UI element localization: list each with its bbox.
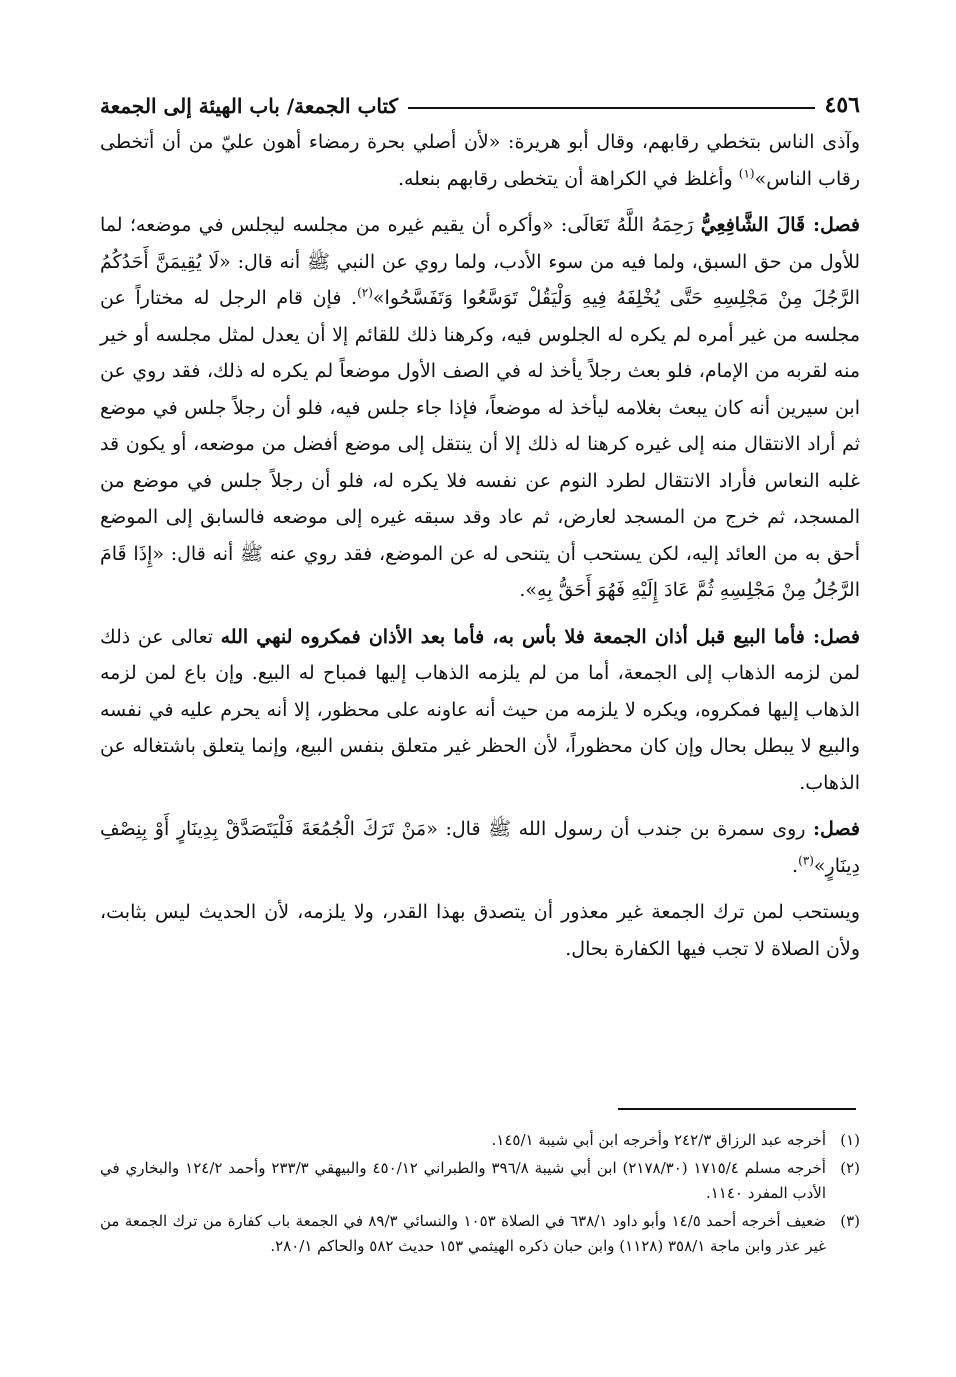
footnote-text: أخرجه عبد الرزاق ٢٤٢/٣ وأخرجه ابن أبي شيبة ١٤٥/١. bbox=[491, 1131, 826, 1149]
paragraph-1: وآذى الناس بتخطي رقابهم، وقال أبو هريرة: «لأن أصلي بحرة رمضاء أهون عليّ من أن أتخطى رقاب الناس»$^{(١)}$ وأغلظ في الكراهة أن يتخطى رقابهم بنعله. bbox=[100, 131, 860, 190]
paragraph-4: فصل: روى سمرة بن جندب أن رسول الله ﷺ قال: «مَنْ تَرَكَ الْجُمُعَةَ فَلْيَتَصَدَّقْ بِدِينَارٍ أَوْ بِنِصْفِ دِينَارٍ»$^{(٣)}$. bbox=[100, 818, 860, 877]
section-label: فصل: bbox=[813, 214, 860, 236]
footnote-ref-1[interactable]: (١) bbox=[738, 166, 755, 181]
footnotes bbox=[100, 1128, 860, 1262]
footnote-number: (٢) bbox=[840, 1158, 860, 1177]
footnote-separator bbox=[618, 1108, 856, 1110]
footnote-number: (١) bbox=[840, 1131, 860, 1149]
body-text bbox=[100, 124, 860, 967]
footnote-ref-3[interactable]: (٣) bbox=[798, 853, 814, 868]
footnote-text: ضعيف أخرجه أحمد ١٤/٥ وأبو داود ٦٣٨/١ في الصلاة ١٠٥٣ والنسائي ٨٩/٣ في الجمعة باب كفارة من ترك الجمعة من غير عذر وابن ماجة ٣٥٨/١ (١١٢٨) وابن حبان ذكره الهيثمي ١٥٣ حديث ٥٨٢ والحاكم ٢٨٠/١. bbox=[100, 1211, 826, 1255]
paragraph-2: فصل: قَالَ الشَّافِعِيُّ رَحِمَهُ اللَّهُ تَعَالَى: «وأكره أن يقيم غيره من مجلسه ليجلس في موضعه؛ لما للأول من حق السبق، ولما فيه من سوء الأدب، ولما روي عن النبي ﷺ أنه قال: «لَا يُقِيمَنَّ أَحَدُكُمُ الرَّجُلَ مِنْ مَجْلِسِهِ حَتَّى يُخْلِفَهُ فِيهِ وَلْيَقُلْ تَوَسَّعُوا وَتَفَسَّحُوا»$^{(٢)}$. فإن قام الرجل له مختاراً عن مجلسه من غير أمره لم يكره له الجلوس فيه، وكرهنا ذلك للقائم إلا أن يعدل لمثل مجلسه أو خير منه لقربه من الإمام، فلو بعث رجلاً يأخذ له في الصف الأول موضعاً لم يكره له ذلك، فقد روي عن ابن سيرين أنه كان يبعث بغلامه ليأخذ له موضعاً، فإذا جاء جلس فيه، فلو أن رجلاً جلس في موضع ثم أراد الانتقال منه إلى غيره كرهنا له ذلك إلا أن ينتقل إلى موضع أفضل من موضعه، أو يكون قد غلبه النعاس فأراد الانتقال لطرد النوم عن نفسه فلا يكره له، فلو أن رجلاً جلس في موضع من المسجد، ثم خرج من المسجد لعارض، ثم عاد وقد سبقه غيره إلى موضعه فالسابق إلى الموضع أحق به من العائد إليه، لكن يستحب أن يتنحى له عن الموضع، فقد روي عنه ﷺ أنه قال: «إِذَا قَامَ الرَّجُلُ مِنْ مَجْلِسِهِ ثُمَّ عَادَ إِلَيْهِ فَهُوَ أَحَقُّ بِهِ». bbox=[100, 214, 860, 601]
footnote-text: أخرجه مسلم ١٧١٥/٤ (٢١٧٨/٣٠) ابن أبي شيبة ٣٩٦/٨ والطبراني ٤٥٠/١٢ والبيهقي ٢٣٣/٣ وأحمد ١٢٤/٢ والبخاري في الأدب المفرد ١١٤٠. bbox=[100, 1158, 826, 1202]
footnote-1 bbox=[100, 1128, 860, 1154]
page bbox=[100, 82, 860, 967]
footnote-number: (٣) bbox=[840, 1211, 860, 1230]
section-label: فصل: bbox=[813, 818, 860, 840]
section-label: فصل: bbox=[813, 625, 860, 648]
running-header bbox=[100, 82, 860, 116]
footnote-ref-2[interactable]: (٢) bbox=[357, 285, 373, 300]
paragraph-3: فصل: فأما البيع قبل أذان الجمعة فلا بأس به، فأما بعد الأذان فمكروه لنهي الله تعالى عن ذلك لمن لزمه الذهاب إلى الجمعة، أما من لم يلزمه الذهاب إليها فمباح له البيع. وإن باع لمن لزمه الذهاب إليها فمكروه، ويكره لا يلزمه من حيث أنه عاونه على محظور، إلا أنه يحرم عليه في نفسه والبيع لا يبطل بحال وإن كان محظوراً، لأن الحظر غير متعلق بنفس البيع، وإنما يتعلق باشتغاله عن الذهاب. bbox=[100, 625, 860, 794]
footnote-3 bbox=[100, 1209, 860, 1260]
chapter-title: كتاب الجمعة/ باب الهيئة إلى الجمعة bbox=[100, 94, 399, 118]
paragraph-5: ويستحب لمن ترك الجمعة غير معذور أن يتصدق بهذا القدر، ولا يلزمه، لأن الحديث ليس بثابت، ولأن الصلاة لا تجب فيها الكفارة بحال. bbox=[100, 901, 860, 960]
page-number: ٤٥٦ bbox=[824, 92, 860, 118]
header-rule bbox=[408, 107, 814, 109]
footnote-2 bbox=[100, 1156, 860, 1207]
